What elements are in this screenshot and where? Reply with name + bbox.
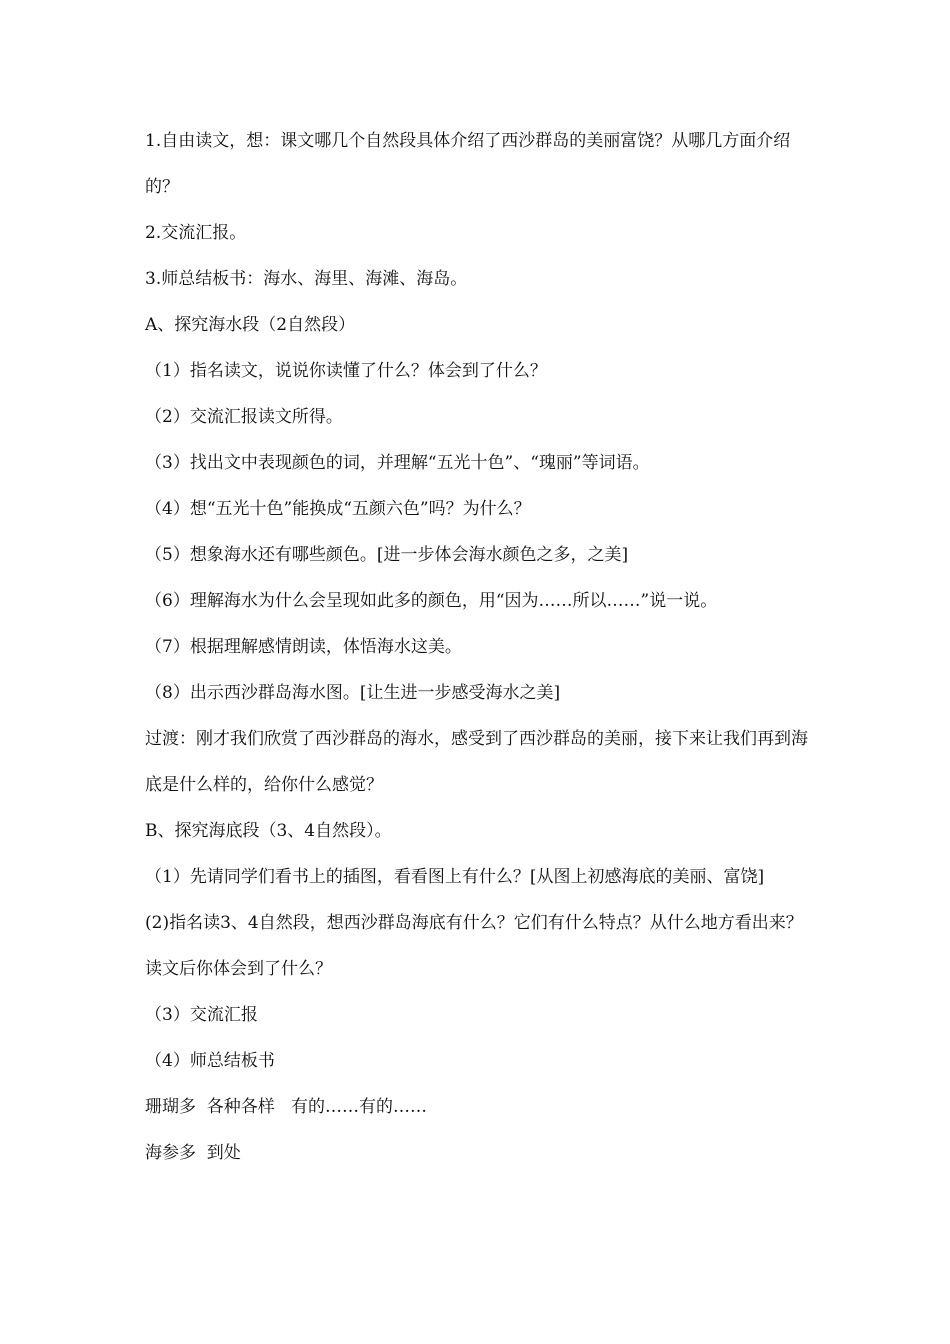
paragraph-step-b2: (2)指名读3、4自然段，想西沙群岛海底有什么？它们有什么特点？从什么地方看出来？读文后你体会到了什么？: [145, 913, 803, 979]
section-heading-b: B、探究海底段（3、4自然段）。: [145, 821, 392, 841]
document-body: [145, 118, 815, 1176]
paragraph-summary-3: 3.师总结板书：海水、海里、海滩、海岛。: [145, 269, 468, 289]
paragraph-step-a3: （3）找出文中表现颜色的词，并理解“五光十色”、“瑰丽”等词语。: [145, 453, 650, 473]
paragraph-step-b4: （4）师总结板书: [145, 1051, 275, 1071]
paragraph-step-a1: （1）指名读文，说说你读懂了什么？体会到了什么？: [145, 361, 547, 381]
paragraph-step-a5: （5）想象海水还有哪些颜色。[进一步体会海水颜色之多，之美]: [145, 545, 629, 565]
paragraph-transition: 过渡：刚才我们欣赏了西沙群岛的海水，感受到了西沙群岛的美丽，接下来让我们再到海底是什么样的，给你什么感觉？: [145, 729, 808, 795]
paragraph-step-b3: （3）交流汇报: [145, 1005, 258, 1025]
board-note-coral: 珊瑚多 各种各样 有的……有的……: [145, 1097, 428, 1117]
section-heading-a: A、探究海水段（2自然段）: [145, 315, 356, 335]
paragraph-step-b1: （1）先请同学们看书上的插图，看看图上有什么？[从图上初感海底的美丽、富饶]: [145, 867, 765, 887]
board-note-sea-cucumber: 海参多 到处: [145, 1143, 241, 1163]
paragraph-step-a7: （7）根据理解感情朗读，体悟海水这美。: [145, 637, 462, 657]
paragraph-step-a2: （2）交流汇报读文所得。: [145, 407, 343, 427]
paragraph-step-a8: （8）出示西沙群岛海水图。[让生进一步感受海水之美]: [145, 683, 561, 703]
paragraph-report-2: 2.交流汇报。: [145, 223, 247, 243]
paragraph-question-1: 1.自由读文，想：课文哪几个自然段具体介绍了西沙群岛的美丽富饶？从哪几方面介绍的？: [145, 131, 791, 197]
paragraph-step-a4: （4）想“五光十色”能换成“五颜六色”吗？为什么？: [145, 499, 531, 519]
paragraph-step-a6: （6）理解海水为什么会呈现如此多的颜色，用“因为……所以……”说一说。: [145, 591, 718, 611]
